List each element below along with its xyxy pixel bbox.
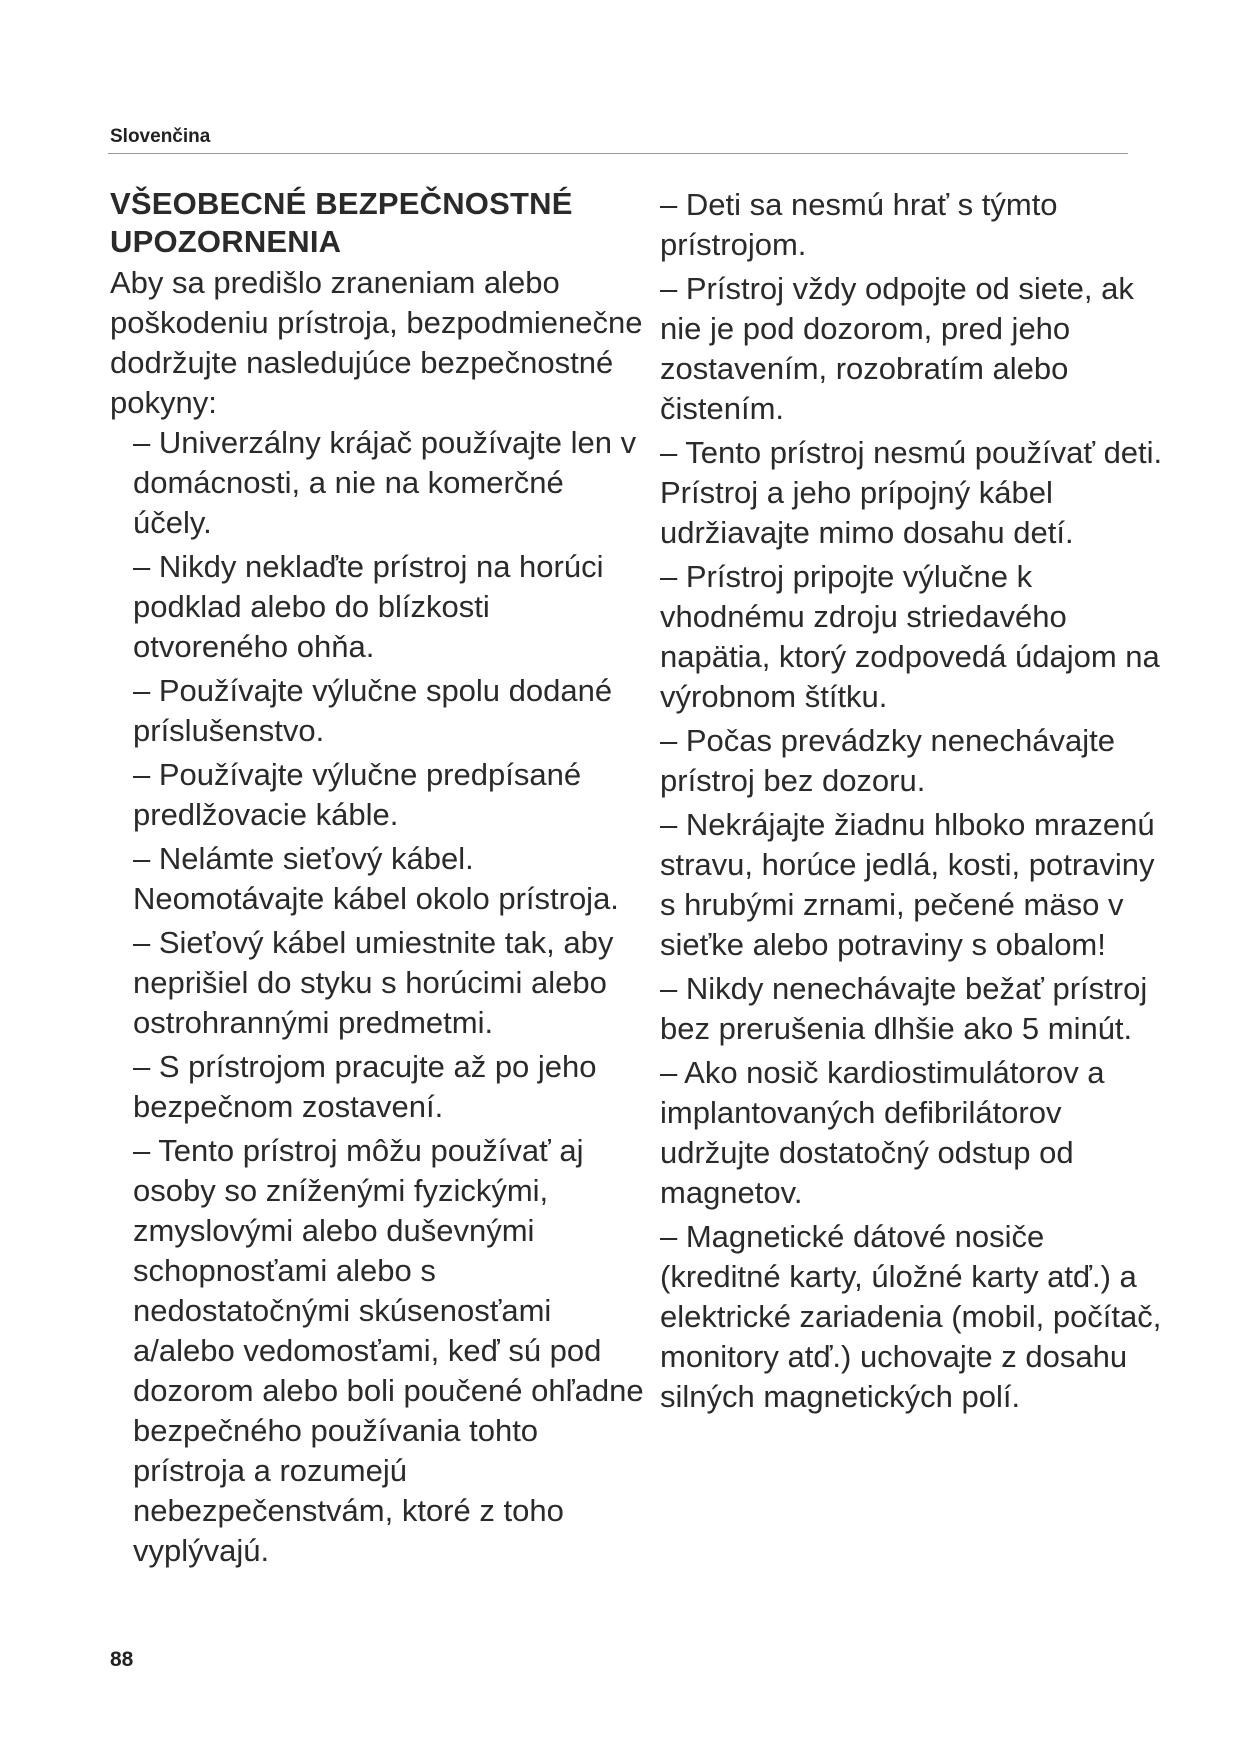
safety-item: – S prístrojom pracujte až po jeho bezpečnom zostavení. <box>133 1049 597 1124</box>
safety-item: – Používajte výlučne predpísané predlžovacie káble. <box>133 757 582 832</box>
safety-item: – Univerzálny krájač používajte len v domácnosti, a nie na komerčné účely. <box>133 425 637 540</box>
safety-item: – Magnetické dátové nosiče (kreditné karty, úložné karty atď.) a elektrické zariadenia (mobil, počítač, monitory atď.) uchovajte z dosahu silných magnetických polí. <box>660 1219 1162 1414</box>
header-divider <box>108 153 1128 154</box>
safety-item: – Tento prístroj nesmú používať deti. Prístroj a jeho prípojný kábel udržiavajte mimo dosahu detí. <box>660 435 1163 550</box>
left-column <box>110 185 645 1575</box>
safety-item: – Používajte výlučne spolu dodané príslušenstvo. <box>133 673 613 748</box>
safety-item: – Počas prevádzky nenechávajte prístroj bez dozoru. <box>660 723 1115 798</box>
safety-item: – Nikdy nenechávajte bežať prístroj bez prerušenia dlhšie ako 5 minút. <box>660 971 1148 1046</box>
page-number: 88 <box>110 1648 134 1671</box>
intro-paragraph: Aby sa predišlo zraneniam alebo poškodeniu prístroja, bezpodmienečne dodržujte nasledujúce bezpečnostné pokyny: <box>110 265 643 420</box>
right-safety-list <box>660 185 1170 1417</box>
safety-item: – Nekrájajte žiadnu hlboko mrazenú stravu, horúce jedlá, kosti, potraviny s hrubými zrnami, pečené mäso v sieťke alebo potraviny s obalom! <box>660 807 1155 962</box>
safety-item: – Nikdy neklaďte prístroj na horúci podklad alebo do blízkosti otvoreného ohňa. <box>133 549 604 664</box>
safety-item: – Prístroj pripojte výlučne k vhodnému zdroju striedavého napätia, ktorý zodpovedá údajom na výrobnom štítku. <box>660 559 1160 714</box>
safety-item: – Tento prístroj môžu používať aj osoby so zníženými fyzickými, zmyslovými alebo duševnými schopnosťami alebo s nedostatočnými skúsenosťami a/alebo vedomosťami, keď sú pod dozorom alebo boli poučené ohľadne bezpečného používania tohto prístroja a rozumejú nebezpečenstvám, ktoré z toho vyplývajú. <box>133 1133 644 1568</box>
safety-item: – Sieťový kábel umiestnite tak, aby neprišiel do styku s horúcimi alebo ostrohrannými predmetmi. <box>133 925 614 1040</box>
safety-item: – Deti sa nesmú hrať s týmto prístrojom. <box>660 187 1058 262</box>
header-language: Slovenčina <box>110 126 211 147</box>
left-safety-list <box>110 423 645 1571</box>
safety-item: – Nelámte sieťový kábel. Neomotávajte kábel okolo prístroja. <box>133 841 619 916</box>
right-column <box>660 185 1170 1421</box>
section-title: VŠEOBECNÉ BEZPEČNOSTNÉ UPOZORNENIA <box>110 186 573 259</box>
safety-item: – Prístroj vždy odpojte od siete, ak nie je pod dozorom, pred jeho zostavením, rozobratím alebo čistením. <box>660 271 1134 426</box>
safety-item: – Ako nosič kardiostimulátorov a implantovaných defibrilátorov udržujte dostatočný odstup od magnetov. <box>660 1055 1105 1210</box>
